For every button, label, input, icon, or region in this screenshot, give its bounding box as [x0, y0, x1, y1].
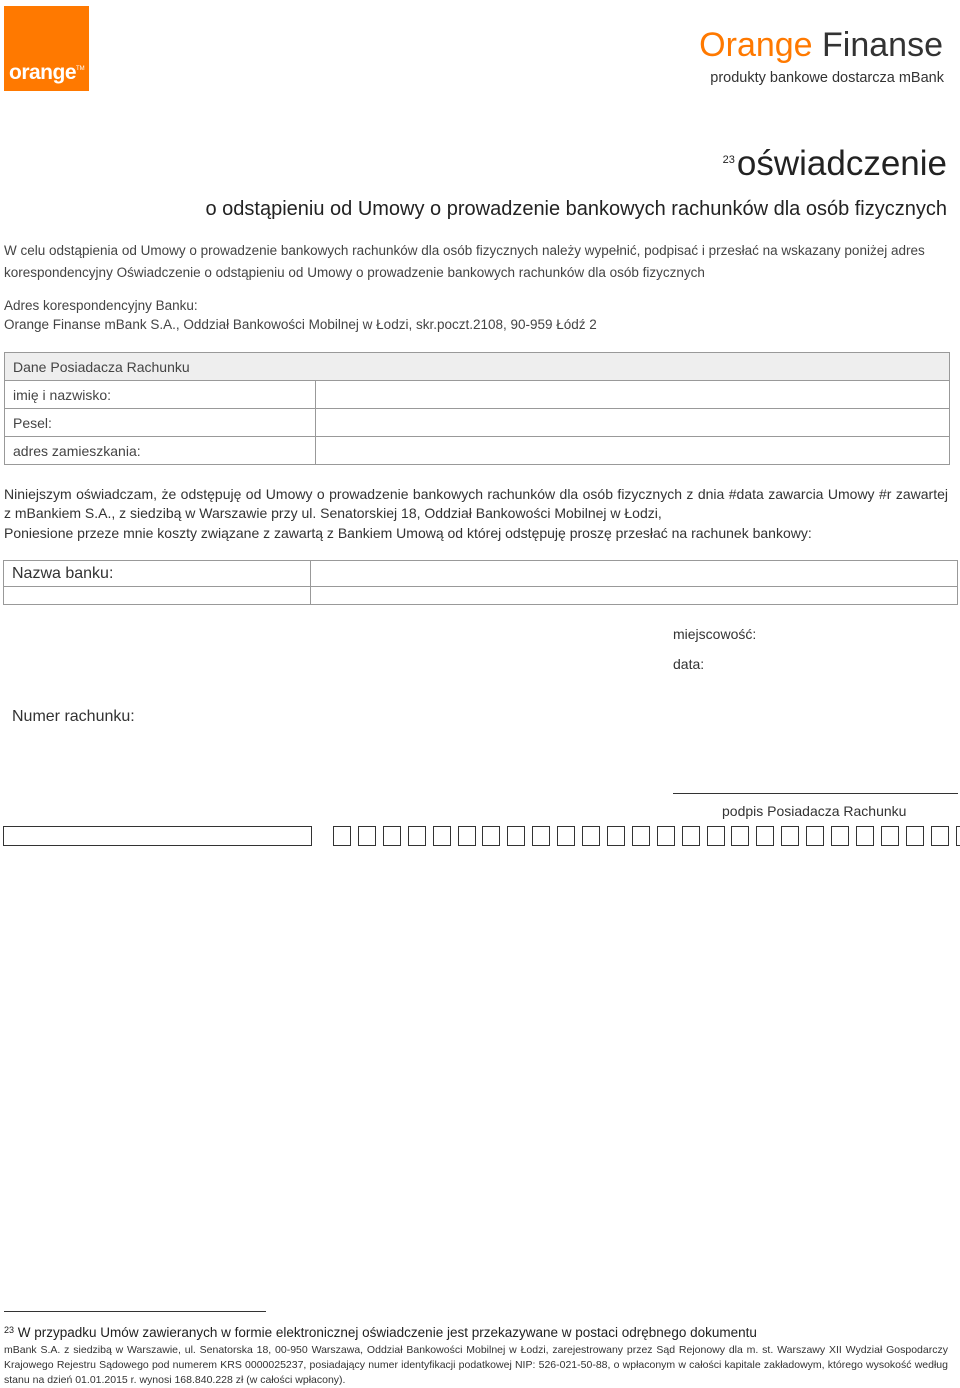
full-name-field[interactable]: [316, 381, 950, 409]
account-digit-box[interactable]: [906, 826, 924, 846]
brand-tagline: produkty bankowe dostarcza mBank: [710, 70, 944, 86]
account-digit-box[interactable]: [433, 826, 451, 846]
account-digit-box[interactable]: [707, 826, 725, 846]
account-digit-box[interactable]: [632, 826, 650, 846]
account-number-label: Numer rachunku:: [12, 708, 135, 726]
date-label: data:: [673, 656, 704, 672]
footnote-text: W przypadku Umów zawieranych w formie elektronicznej oświadczenie jest przekazywane w postaci odrębnego dokumentu: [18, 1325, 757, 1340]
account-digit-box[interactable]: [831, 826, 849, 846]
account-digit-box[interactable]: [657, 826, 675, 846]
signature-line[interactable]: [673, 793, 958, 794]
full-name-label: imię i nazwisko:: [5, 381, 316, 409]
account-digit-box[interactable]: [482, 826, 500, 846]
empty-cell: [311, 587, 958, 605]
table-row: [4, 587, 958, 605]
account-digit-box[interactable]: [333, 826, 351, 846]
home-address-field[interactable]: [316, 437, 950, 465]
owner-table-header: Dane Posiadacza Rachunku: [5, 353, 950, 381]
table-row: [4, 561, 958, 587]
account-digit-box[interactable]: [756, 826, 774, 846]
account-digit-box[interactable]: [607, 826, 625, 846]
footnote-reference: 23: [723, 154, 735, 166]
account-digit-box[interactable]: [557, 826, 575, 846]
bank-name-field[interactable]: [311, 561, 958, 587]
logo-text: orange: [9, 61, 76, 85]
account-digit-box[interactable]: [781, 826, 799, 846]
bank-table: [3, 560, 958, 605]
footnote-number: 23: [4, 1325, 14, 1335]
empty-cell: [4, 587, 311, 605]
brand-title: [699, 26, 943, 65]
account-digit-box[interactable]: [358, 826, 376, 846]
logo-trademark: TM: [76, 66, 85, 72]
table-row: [5, 437, 950, 465]
account-digit-box[interactable]: [856, 826, 874, 846]
account-digit-box[interactable]: [931, 826, 949, 846]
pesel-label: Pesel:: [5, 409, 316, 437]
footnote: [4, 1325, 757, 1340]
account-digit-box[interactable]: [458, 826, 476, 846]
account-digit-box[interactable]: [408, 826, 426, 846]
address-label: Adres korespondencyjny Banku:: [4, 298, 198, 313]
account-digit-box[interactable]: [532, 826, 550, 846]
orange-logo: [4, 6, 89, 91]
account-digit-box[interactable]: [806, 826, 824, 846]
signature-label: podpis Posiadacza Rachunku: [722, 803, 906, 819]
declaration-paragraph: Niniejszym oświadczam, że odstępuję od Umowy o prowadzenie bankowych rachunków dla osób fizycznych z dnia #data zawarcia Umowy #r zawartej z mBankiem S.A., z siedzibą w Warszawie przy ul. Senatorskiej 18, Oddział Bankowości Mobilnej w Łodzi,: [4, 485, 948, 523]
account-digit-box[interactable]: [956, 826, 960, 846]
place-label: miejscowość:: [673, 626, 756, 642]
account-digit-box[interactable]: [731, 826, 749, 846]
owner-data-table: [4, 352, 950, 465]
legal-notice: mBank S.A. z siedzibą w Warszawie, ul. Senatorska 18, 00-950 Warszawa, Oddział Bankowości Mobilnej w Łodzi, zarejestrowany przez Sąd Rejonowy dla m. st. Warszawy XII Wydział Gospodarczy Krajowego Rejestru Sądowego pod numerem KRS 0000025237, posiadający numer identyfikacji podatkowej NIP: 526-021-50-88, o wpłaconym w całości kapitale zakładowym, którego wysokość według stanu na dzień 01.01.2015 r. wynosi 168.840.228 zł (w całości wpłacony).: [4, 1343, 948, 1388]
account-number-boxes: [3, 826, 958, 845]
intro-paragraph: W celu odstąpienia od Umowy o prowadzenie bankowych rachunków dla osób fizycznych należy wypełnić, podpisać i przesłać na wskazany poniżej adres korespondencyjny Oświadczenie o odstąpieniu od Umowy o prowadzenie bankowych rachunków dla osób fizycznych: [4, 240, 954, 284]
account-number-box[interactable]: [3, 826, 312, 846]
home-address-label: adres zamieszkania:: [5, 437, 316, 465]
table-row: [5, 381, 950, 409]
table-row: [5, 409, 950, 437]
account-digit-box[interactable]: [881, 826, 899, 846]
brand-word-orange: Orange: [699, 26, 812, 64]
refund-instruction: Poniesione przeze mnie koszty związane z zawartą z Bankiem Umową od której odstępuję proszę przesłać na rachunek bankowy:: [4, 525, 812, 541]
owner-table-header-row: [5, 353, 950, 381]
account-digit-box[interactable]: [582, 826, 600, 846]
bank-name-label: Nazwa banku:: [4, 561, 311, 587]
account-digit-box[interactable]: [383, 826, 401, 846]
pesel-field[interactable]: [316, 409, 950, 437]
document-title-text: oświadczenie: [737, 144, 947, 183]
account-digit-box[interactable]: [682, 826, 700, 846]
account-digit-box[interactable]: [507, 826, 525, 846]
document-title: [723, 144, 947, 184]
footnote-divider: [4, 1311, 266, 1312]
document-subtitle: o odstąpieniu od Umowy o prowadzenie bankowych rachunków dla osób fizycznych: [205, 198, 947, 221]
address-value: Orange Finanse mBank S.A., Oddział Bankowości Mobilnej w Łodzi, skr.poczt.2108, 90-959 Łódź 2: [4, 317, 597, 332]
brand-word-finanse: Finanse: [822, 26, 943, 64]
